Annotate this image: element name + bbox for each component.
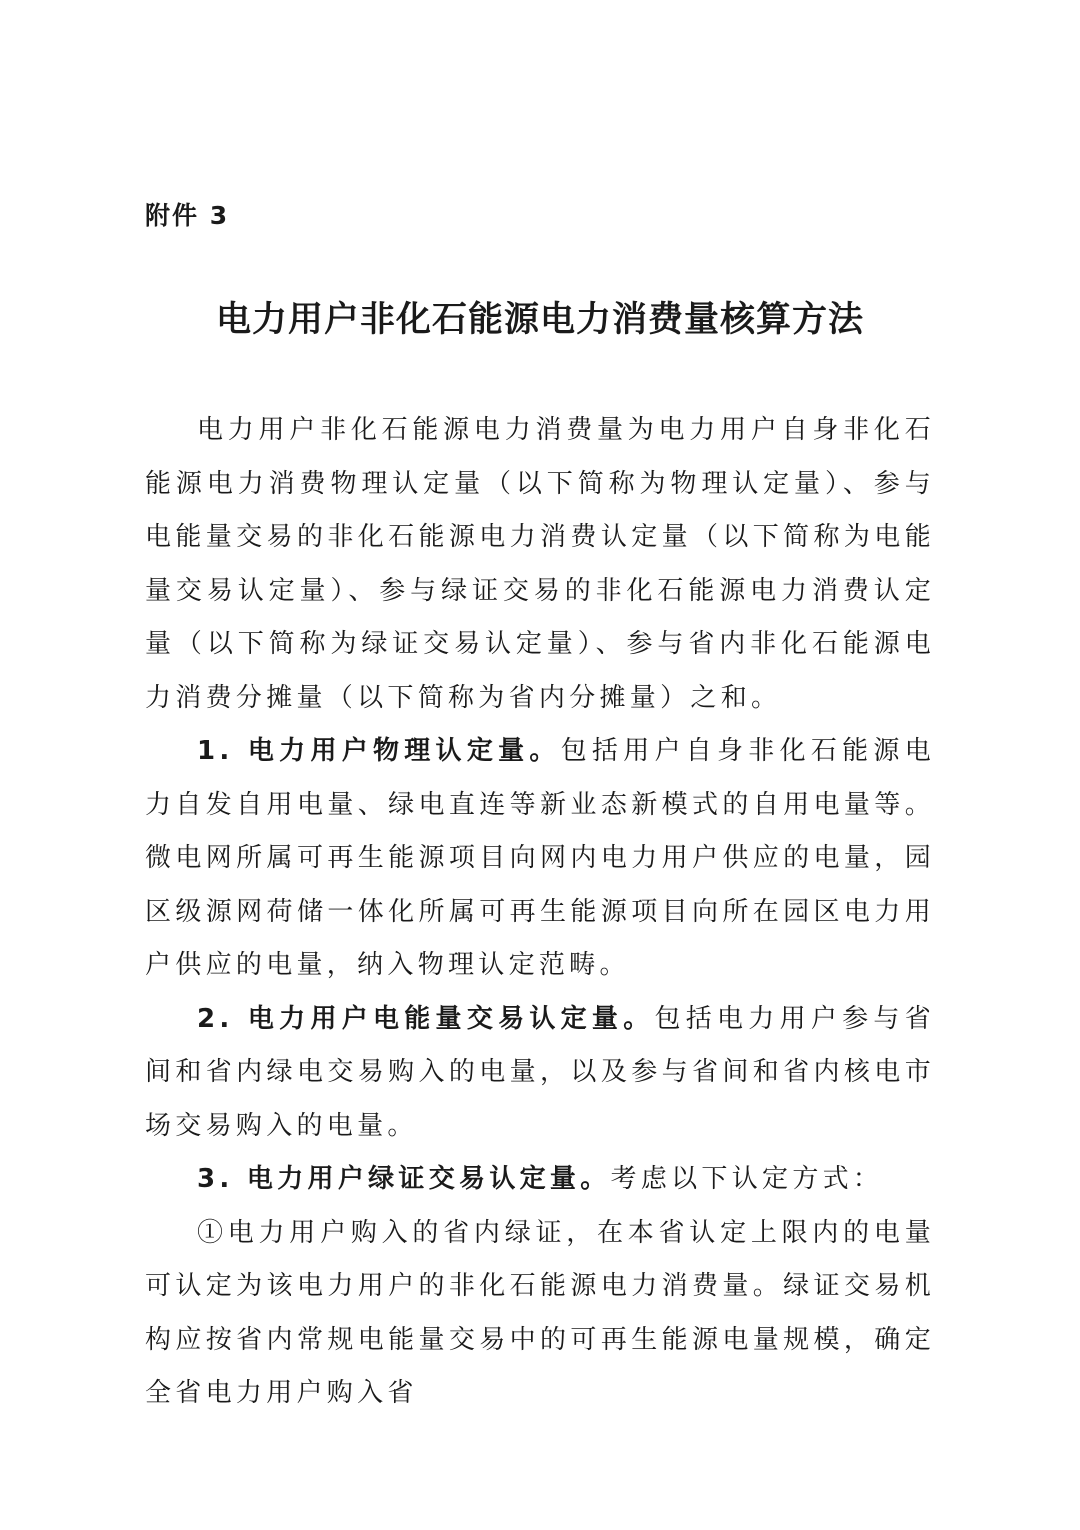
paragraph-lead: 3. 电力用户绿证交易认定量。 bbox=[197, 1164, 611, 1194]
paragraph-lead: 2. 电力用户电能量交易认定量。 bbox=[197, 1003, 655, 1034]
attachment-label: 附件 3 bbox=[145, 201, 230, 230]
paragraph-lead: 1. 电力用户物理认定量。 bbox=[197, 736, 561, 766]
paragraph-item-1 bbox=[145, 725, 935, 993]
paragraph-text: 电力用户非化石能源电力消费量为电力用户自身非化石能源电力消费物理认定量（以下简称为物理认定量）、参与电能量交易的非化石能源电力消费认定量（以下简称为电能量交易认定量）、参与绿证交易的非化石能源电力消费认定量（以下简称为绿证交易认定量）、参与省内非化石能源电力消费分摊量（以下简称为省内分摊量）之和。 bbox=[145, 415, 935, 713]
paragraph-subitem-1 bbox=[145, 1207, 935, 1421]
paragraph-item-2 bbox=[145, 993, 935, 1154]
paragraph-text: 包括用户自身非化石能源电力自发自用电量、绿电直连等新业态新模式的自用电量等。微电网所属可再生能源项目向网内电力用户供应的电量，园区级源网荷储一体化所属可再生能源项目向所在园区电力用户供应的电量，纳入物理认定范畴。 bbox=[145, 736, 935, 980]
paragraph-item-3 bbox=[145, 1153, 935, 1207]
document-title: 电力用户非化石能源电力消费量核算方法 bbox=[215, 299, 864, 340]
paragraph-text: 考虑以下认定方式： bbox=[610, 1164, 884, 1194]
paragraph-intro bbox=[145, 404, 935, 725]
paragraph-text: 包括电力用户参与省间和省内绿电交易购入的电量，以及参与省间和省内核电市场交易购入的电量。 bbox=[145, 1003, 935, 1141]
document-body bbox=[145, 404, 935, 1421]
paragraph-text: ①电力用户购入的省内绿证，在本省认定上限内的电量可认定为该电力用户的非化石能源电力消费量。绿证交易机构应按省内常规电能量交易中的可再生能源电量规模，确定全省电力用户购入省 bbox=[145, 1217, 935, 1408]
